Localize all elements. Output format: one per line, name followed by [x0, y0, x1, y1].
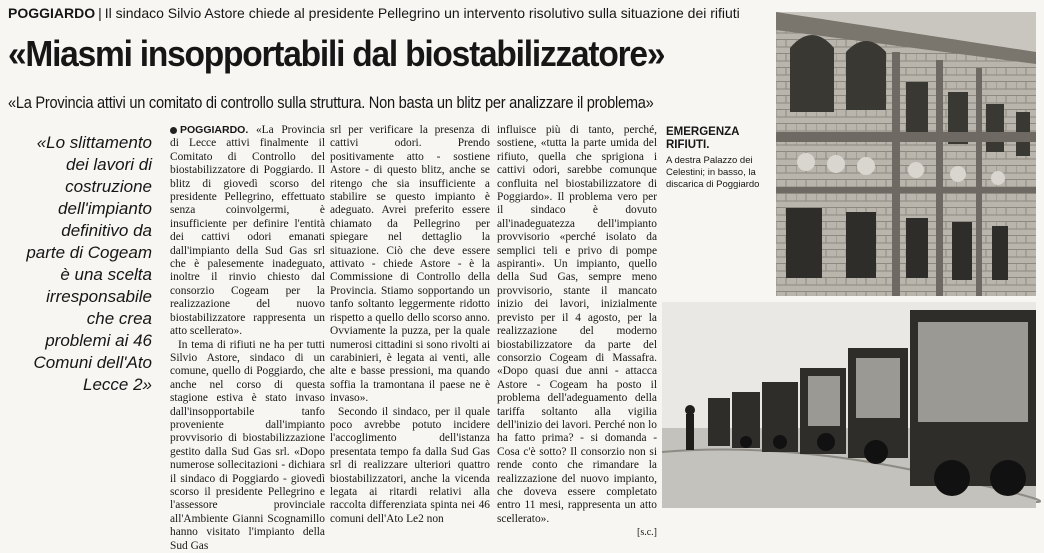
pull-quote: «Lo slittamento dei lavori di costruzione dell'impianto definitivo da parte di Cogeam è una scelta irresponsabile che crea problemi ai 46 Comuni dell'Ato Lecce 2» [22, 132, 152, 396]
article-paragraph: Secondo il sindaco, per il quale poco avrebbe potuto incidere l'accoglimento dell'istanza presentata tempo fa dalla Sud Gas srl di realizzare ulteriori quattro biostabilizzatori, anche la vicenda legata ai ritardi relativi alla raccolta differenziata spinta nei 46 comuni dell'Ato Le2 non [330, 406, 490, 527]
article-paragraph: In tema di rifiuti ne ha per tutti Silvio Astore, sindaco di un comune, quello di Poggiardo, che anche nel corso di questa stagione estiva è stato invaso dall'insopportabile tanfo proveniente dall'impianto provvisorio di biostabilizzazione gestito dalla Sud Gas srl. «Dopo numerose sollecitazioni - dichiara il sindaco di Poggiardo - giovedì scorso il presidente Pellegrino e l'assessore provinciale all'Ambiente Gianni Scognamillo hanno visitato l'impianto della Sud Gas [170, 339, 325, 553]
kicker-place: POGGIARDO [8, 5, 95, 21]
caption-text: A destra Palazzo dei Celestini; in basso, la discarica di Poggiardo [666, 155, 772, 191]
photo-caption [666, 126, 772, 191]
article-paragraph: srl per verificare la presenza di cattivi odori. Prendo positivamente atto - sostiene Astore - di questo blitz, anche se ritengo che sia insufficiente a stabilire se questo impianto è adeguato. Avrei preferito essere chiamato da Pellegrino per spiegare nel dettaglio la situazione. Ciò che deve essere attivato - chiede Astore - è la Commissione di Controllo della Provincia. Stiamo sopportando un tanfo soltanto leggermente ridotto rispetto a quello dello scorso anno. Ovviamente la puzza, per la quale numerosi cittadini si sono rivolti ai carabinieri, è legata ai venti, alle alte e basse pressioni, ma quando soffia la tramontana il paese ne è invaso». [330, 124, 490, 406]
kicker-line [8, 4, 768, 22]
article-paragraph: influisce più di tanto, perché, sostiene, «tutta la parte umida del rifiuto, quella che sprigiona i cattivi odori, sarebbe comunque confluita nel biostabilizzatore di Poggiardo». Il problema vero per il sindaco è dovuto all'inadeguatezza dell'impianto provvisorio «perché isolato da semplici teli e privo di pompe aspiranti». Un impianto, quello della Sud Gas, sempre meno provvisorio, stante il mancato inizio dei lavori, inizialmente previsto per il 4 agosto, per la realizzazione del moderno biostabilizzatore da parte del consorzio Cogeam di Massafra. «Dopo quasi due anni - attacca Astore - Cogeam ha posto il problema dell'adeguamento della tariffa soltanto alla vigilia dell'inizio dei lavori. Perché non lo ha fatto prima? - si domanda - Cosa c'è sotto? Il consorzio non si rende conto che rimandare la realizzazione del nuovo impianto, che doveva essere completato entro 11 mesi, rappresenta un atto scellerato». [497, 124, 657, 526]
article-column-1 [170, 124, 325, 516]
article-paragraph: POGGIARDO. «La Provincia di Lecce attivi finalmente il Comitato di Controllo del biostabilizzatore di Poggiardo. Il blitz di giovedì scorso del presidente Pellegrino, effettuato senza coinvolgermi, è insufficiente per definire l'entità dei cattivi odori emanati dall'impianto della Sud Gas srl che è palesemente inadeguato, inoltre il rinvio chiesto dal consorzio Cogeam per la realizzazione del nuovo biostabilizzatore rappresenta un atto scellerato». [170, 124, 325, 339]
article-column-3 [497, 124, 657, 516]
kicker-separator: | [98, 5, 102, 21]
discarica-poggiardo-photo [662, 302, 1036, 508]
article-column-2 [330, 124, 490, 516]
caption-heading: EMERGENZA RIFIUTI. [666, 126, 772, 152]
dateline: POGGIARDO. [170, 124, 248, 136]
palazzo-celestini-photo [776, 12, 1036, 296]
author-signature: [s.c.] [497, 526, 657, 539]
kicker-summary: Il sindaco Silvio Astore chiede al presidente Pellegrino un intervento risolutivo sulla situazione dei rifiuti [105, 5, 740, 21]
headline: «Miasmi insopportabili dal biostabilizzatore» [8, 32, 664, 76]
subheadline: «La Provincia attivi un comitato di controllo sulla struttura. Non basta un blitz per analizzare il problema» [8, 92, 654, 114]
bullet-dot-icon [170, 127, 177, 134]
